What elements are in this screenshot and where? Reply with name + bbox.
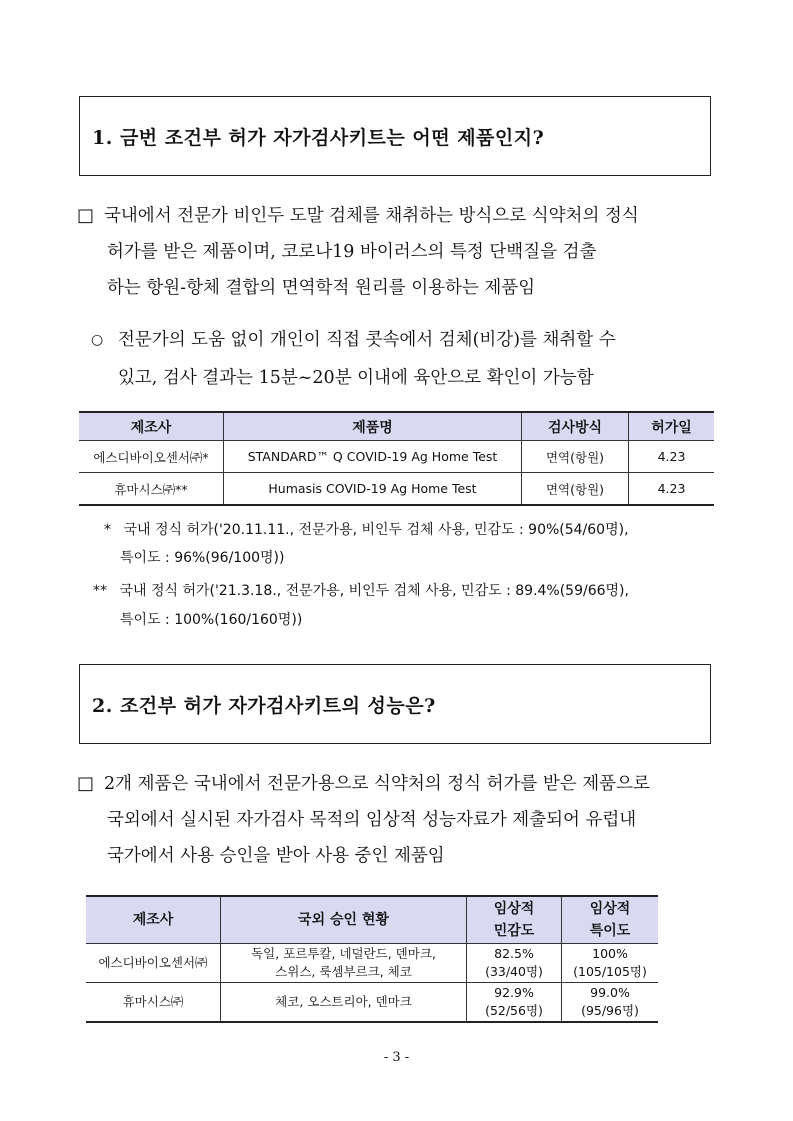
table-header [467, 896, 562, 944]
section-1-heading-box [79, 96, 711, 176]
footnote-2-cont: 특이도 : 100%(160/160명)) [120, 612, 303, 628]
header-line: 임상적 [589, 901, 631, 917]
table-header [562, 896, 659, 944]
table-cell: STANDARD™ Q COVID-19 Ag Home Test [224, 441, 522, 473]
checkbox-square-icon: □ [77, 773, 95, 794]
table-cell [221, 983, 467, 1023]
table-cell: 4.23 [629, 473, 715, 506]
page-number: - 3 - [383, 1050, 410, 1065]
section-1-heading: 1. 금번 조건부 허가 자가검사키트는 어떤 제품인지? [92, 126, 545, 149]
table-cell: 에스디바이오센서㈜ [86, 944, 221, 983]
footnote-2 [93, 578, 629, 605]
cell-line: 스위스, 룩셈부르크, 체코 [275, 964, 412, 979]
table-cell: 휴마시스㈜** [79, 473, 224, 506]
checkbox-square-icon: □ [77, 205, 95, 226]
table-header: 검사방식 [522, 412, 629, 441]
table-cell: 면역(항원) [522, 473, 629, 506]
table-cell: 휴마시스㈜ [86, 983, 221, 1023]
header-line: 민감도 [493, 923, 535, 939]
table-cell: 에스디바이오센서㈜* [79, 441, 224, 473]
cell-line: (105/105명) [573, 964, 647, 979]
cell-line: 82.5% [494, 946, 534, 961]
paragraph-line: 국가에서 사용 승인을 받아 사용 중인 제품임 [107, 846, 445, 866]
footnote-1 [104, 517, 629, 544]
table-header: 제조사 [86, 896, 221, 944]
table-cell [562, 983, 659, 1023]
product-table [79, 411, 714, 506]
table-cell [467, 944, 562, 983]
paragraph-line: 허가를 받은 제품이며, 코로나19 바이러스의 특정 단백질을 검출 [107, 242, 597, 262]
footnote-text: 국내 정식 허가('20.11.11., 전문가용, 비인두 검체 사용, 민감도 : 90%(54/60명), [123, 522, 629, 538]
footnote-mark: ** [93, 583, 107, 599]
cell-line: 독일, 포르투칼, 네덜란드, 덴마크, [251, 946, 436, 961]
table-header: 국외 승인 현황 [221, 896, 467, 944]
paragraph-line: 2개 제품은 국내에서 전문가용으로 식약처의 정식 허가를 받은 제품으로 [104, 774, 650, 794]
performance-table [86, 895, 658, 1023]
paragraph-line: 하는 항원-항체 결합의 면역학적 원리를 이용하는 제품임 [107, 278, 536, 298]
table-header-row [86, 896, 658, 944]
table-cell [467, 983, 562, 1023]
paragraph-line: 전문가의 도움 없이 개인이 직접 콧속에서 검체(비강)를 채취할 수 [118, 330, 616, 350]
cell-line: (52/56명) [485, 1003, 543, 1018]
table-row [86, 944, 658, 983]
paragraph-line: 국외에서 실시된 자가검사 목적의 임상적 성능자료가 제출되어 유럽내 [107, 810, 637, 830]
table-cell: Humasis COVID-19 Ag Home Test [224, 473, 522, 506]
table-row [79, 473, 714, 506]
cell-line: 99.0% [590, 985, 630, 1000]
header-line: 특이도 [589, 923, 631, 939]
paragraph-line: 있고, 검사 결과는 15분~20분 이내에 육안으로 확인이 가능함 [118, 368, 594, 388]
table-header: 허가일 [629, 412, 715, 441]
footnote-1-cont: 특이도 : 96%(96/100명)) [120, 550, 285, 566]
footnote-text: 국내 정식 허가('21.3.18., 전문가용, 비인두 검체 사용, 민감도 : 89.4%(59/66명), [119, 583, 629, 599]
table-row [86, 983, 658, 1023]
table-cell: 면역(항원) [522, 441, 629, 473]
table-cell [221, 944, 467, 983]
table-header: 제조사 [79, 412, 224, 441]
paragraph-line: 국내에서 전문가 비인두 도말 검체를 채취하는 방식으로 식약처의 정식 [104, 206, 639, 226]
cell-line: (33/40명) [485, 964, 543, 979]
cell-line: 체코, 오스트리아, 덴마크 [275, 994, 412, 1009]
header-line: 임상적 [493, 901, 535, 917]
cell-line: (95/96명) [581, 1003, 639, 1018]
section-2-heading: 2. 조건부 허가 자가검사키트의 성능은? [92, 694, 436, 717]
cell-line: 100% [592, 946, 628, 961]
footnote-mark: * [104, 522, 111, 538]
section-2-heading-box [79, 664, 711, 744]
table-header: 제품명 [224, 412, 522, 441]
table-row [79, 441, 714, 473]
cell-line: 92.9% [494, 985, 534, 1000]
circle-bullet-icon: ○ [91, 332, 104, 348]
table-header-row [79, 412, 714, 441]
table-cell [562, 944, 659, 983]
table-cell: 4.23 [629, 441, 715, 473]
